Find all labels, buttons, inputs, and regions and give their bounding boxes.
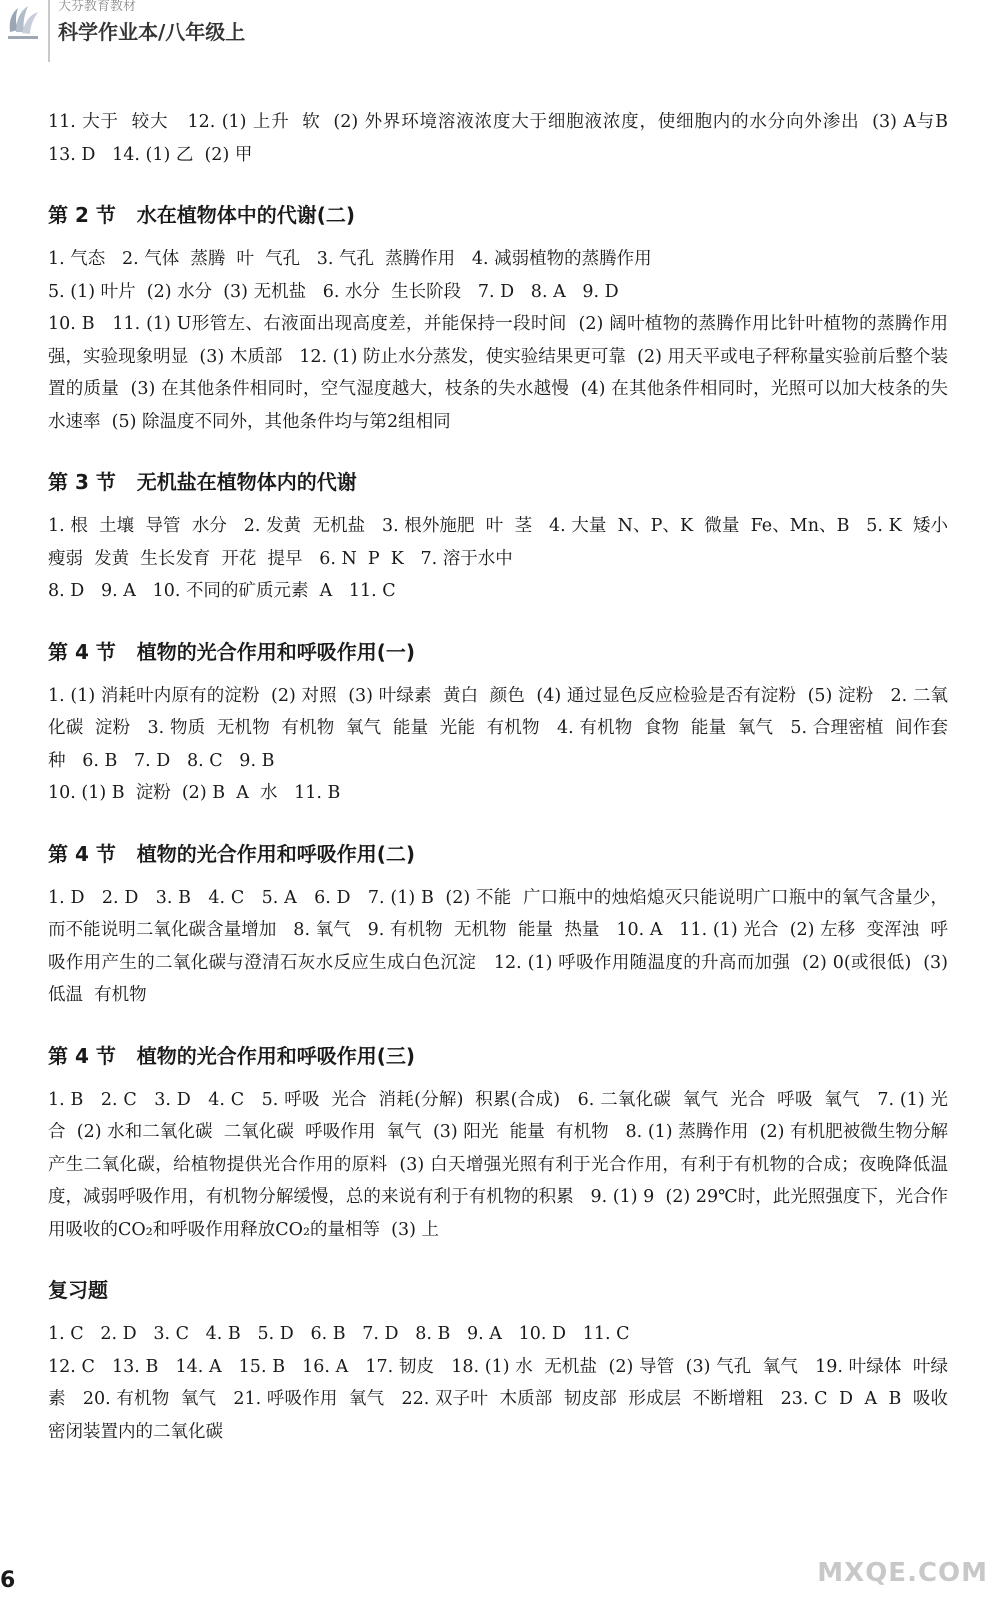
section-heading: 第 4 节 植物的光合作用和呼吸作用(一) — [48, 639, 416, 664]
watermark: MXQE.COM — [817, 1558, 988, 1588]
answer-paragraph: 12. C 13. B 14. A 15. B 16. A 17. 韧皮 18. (1) 水 无机盐 (2) 导管 (3) 气孔 氧气 19. 叶绿体 叶绿素 20. 有机物 氧气 21. 呼吸作用 氧气 22. 双子叶 木质部 韧皮部 形成层 不断增粗 23. C D A B 吸收密闭装置内的二氧化碳 — [48, 1356, 948, 1442]
section-heading: 第 2 节 水在植物体中的代谢(二) — [48, 203, 356, 227]
answer-paragraph: 1. D 2. D 3. B 4. C 5. A 6. D 7. (1) B (2) 不能 广口瓶中的烛焰熄灭只能说明广口瓶中的氧气含量少，而不能说明二氧化碳含量增加 8. 氧气 9. 有机物 无机物 能量 热量 10. A 11. (1) 光合 (2) 左移 变浑浊 呼吸作用产生的二氧化碳与澄清石灰水反应生成白色沉淀 12. (1) 呼吸作用随温度的升高而加强 (2) 0(或很低) (3) 低温 有机物 — [48, 887, 954, 1005]
answer-paragraph: 10. (1) B 淀粉 (2) B A 水 11. B — [48, 783, 341, 803]
publisher-logo-icon — [4, 2, 42, 46]
answer-paragraph: 1. 气态 2. 气体 蒸腾 叶 气孔 3. 气孔 蒸腾作用 4. 减弱植物的蒸腾作用 — [48, 249, 652, 269]
header-divider — [48, 0, 50, 62]
answer-paragraph: 8. D 9. A 10. 不同的矿质元素 A 11. C — [48, 581, 396, 601]
section-heading: 复习题 — [48, 1278, 108, 1302]
publisher-name: 大芬教育教材 — [58, 0, 137, 14]
answer-paragraph: 1. (1) 消耗叶内原有的淀粉 (2) 对照 (3) 叶绿素 黄白 颜色 (4) 通过显色反应检验是否有淀粉 (5) 淀粉 2. 二氧化碳 淀粉 3. 物质 无机物 有机物 氧气 能量 光能 有机物 4. 有机物 食物 能量 氧气 5. 合理密植 间作套种 6. B 7. D 8. C 9. B — [48, 685, 948, 771]
answer-paragraph: 10. B 11. (1) U形管左、右液面出现高度差，并能保持一段时间 (2) 阔叶植物的蒸腾作用比针叶植物的蒸腾作用强，实验现象明显 (3) 木质部 12. (1) 防止水分蒸发，使实验结果更可靠 (2) 用天平或电子秤称量实验前后整个装置的质量 (3) 在其他条件相同时，空气湿度越大，枝条的失水越慢 (4) 在其他条件相同时，光照可以加大枝条的失水速率 (5) 除温度不同外，其他条件均与第2组相同 — [48, 314, 948, 432]
answer-content — [48, 106, 965, 1448]
page-number: 6 — [0, 1568, 16, 1593]
answer-paragraph: 1. 根 土壤 导管 水分 2. 发黄 无机盐 3. 根外施肥 叶 茎 4. 大量 N、P、K 微量 Fe、Mn、B 5. K 矮小瘦弱 发黄 生长发育 开花 提早 6. N P K 7. 溶于水中 — [48, 516, 948, 569]
answer-paragraph: 1. B 2. C 3. D 4. C 5. 呼吸 光合 消耗(分解) 积累(合成) 6. 二氧化碳 氧气 光合 呼吸 氧气 7. (1) 光合 (2) 水和二氧化碳 二氧化碳 呼吸作用 氧气 (3) 阳光 能量 有机物 8. (1) 蒸腾作用 (2) 有机肥被微生物分解产生二氧化碳，给植物提供光合作用的原料 (3) 白天增强光照有利于光合作用，有利于有机物的合成；夜晚降低温度，减弱呼吸作用，有机物分解缓慢，总的来说有利于有机物的积累 9. (1) 9 (2) 29℃时，此光照强度下，光合作用吸收的CO₂和呼吸作用释放CO₂的量相等 (3) 上 — [48, 1089, 948, 1240]
book-title: 科学作业本/八年级上 — [58, 20, 246, 44]
answer-paragraph: 11. 大于 较大 12. (1) 上升 软 (2) 外界环境溶液浓度大于细胞液浓度，使细胞内的水分向外渗出 (3) A与B 13. D 14. (1) 乙 (2) 甲 — [48, 112, 965, 165]
section-heading: 第 4 节 植物的光合作用和呼吸作用(二) — [48, 841, 416, 866]
section-heading: 第 4 节 植物的光合作用和呼吸作用(三) — [48, 1043, 416, 1068]
page-header — [0, 0, 996, 62]
answer-paragraph: 1. C 2. D 3. C 4. B 5. D 6. B 7. D 8. B 9. A 10. D 11. C — [48, 1324, 630, 1344]
answer-paragraph: 5. (1) 叶片 (2) 水分 (3) 无机盐 6. 水分 生长阶段 7. D 8. A 9. D — [48, 281, 619, 302]
section-heading: 第 3 节 无机盐在植物体内的代谢 — [48, 470, 357, 494]
